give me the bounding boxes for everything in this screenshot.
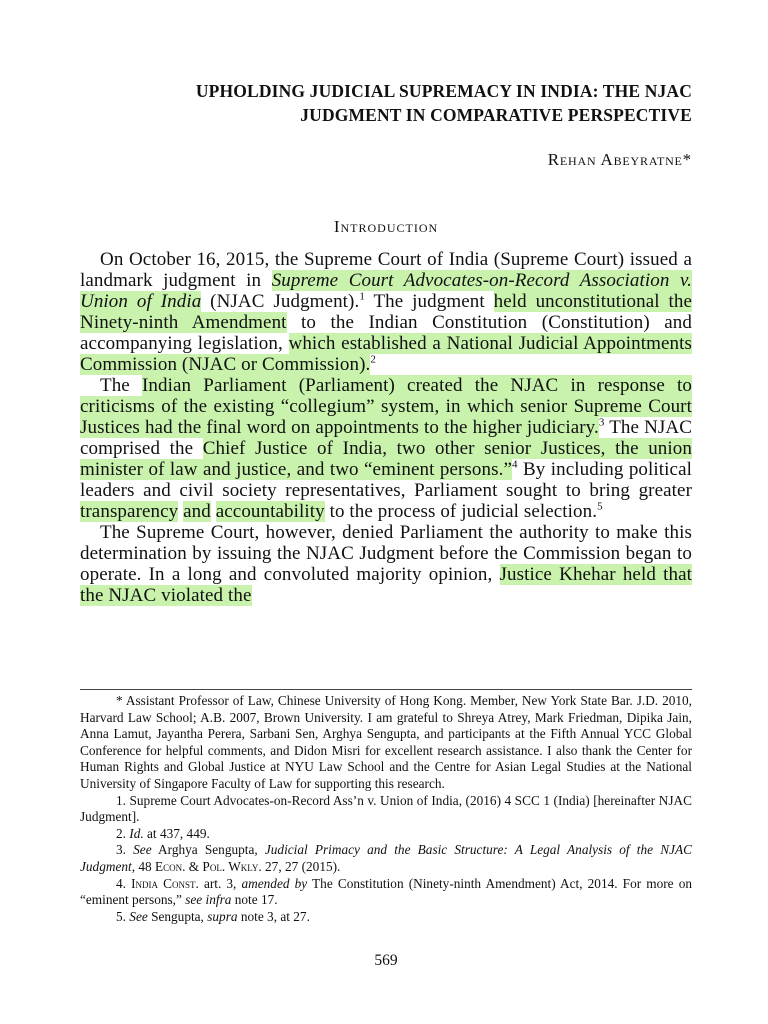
text-run: The Supreme Court, however, denied Parliament the authority to make this determination by issuing the NJAC Judgment before the Commission began to operate. In a long and convoluted majority opinion, <box>80 522 692 585</box>
text-run: at 437, 449. <box>143 825 210 841</box>
text-run: The Constitution (Ninety-ninth Amendment) Act, 2014. For more on “eminent persons,” <box>80 875 692 908</box>
text-run: The judgment <box>364 291 494 312</box>
text-run: On October 16, 2015, the Supreme Court of India (Supreme Court) issued a landmark judgment in <box>80 249 692 291</box>
body-text <box>80 249 692 606</box>
text-run: art. 3, <box>198 875 242 891</box>
text-run: to the process of judicial selection. <box>324 501 598 522</box>
text-run: (NJAC Judgment). <box>201 291 360 312</box>
text-run: , 48 <box>131 858 155 874</box>
footnote-number: 4. <box>116 875 132 891</box>
page-number: 569 <box>374 952 398 969</box>
footnote-4 <box>80 876 692 909</box>
highlight: held unconstitutional the Ninety-ninth Amendment <box>80 291 692 333</box>
citation-signal: See <box>129 908 148 924</box>
footnote-3 <box>80 842 692 875</box>
paragraph-1 <box>80 249 692 375</box>
footnote-1: 1. Supreme Court Advocates-on-Record Ass’n v. Union of India, (2016) 4 SCC 1 (India) [hereinafter NJAC Judgment]. <box>80 792 692 825</box>
footnote-2 <box>80 826 692 843</box>
text-run: The NJAC comprised the <box>80 417 692 459</box>
text-run: Arghya Sengupta, <box>151 842 265 858</box>
footnote-star: * Assistant Professor of Law, Chinese University of Hong Kong. Member, New York State Bar. J.D. 2010, Harvard Law School; A.B. 2007, Brown University. I am grateful to Shreya Atrey, Mark Friedman, Dipika Jain, Anna Lamut, Jayantha Perera, Sarbani Sen, Arghya Sengupta, and participants at the Fifth Annual YCC Global Conference for helpful comments, and Didon Misri for excellent research assistance. I also thank the Center for Human Rights and Global Justice at NYU Law School and the Centre for Asian Legal Studies at the National University of Singapore Faculty of Law for supporting this research. <box>80 693 692 791</box>
journal-name: Econ. & Pol. Wkly. <box>154 858 262 874</box>
footnote-5 <box>80 909 692 926</box>
footnote-ref[interactable]: 1 <box>359 290 365 303</box>
author-name: Rehan Abeyratne* <box>547 150 692 169</box>
text-run: note 3, at 27. <box>237 908 310 924</box>
text-run: note 17. <box>231 892 278 908</box>
footnotes <box>80 693 692 925</box>
citation-signal: supra <box>207 908 238 924</box>
footnote-ref[interactable]: 3 <box>598 416 605 429</box>
footnote-ref[interactable]: 2 <box>370 353 376 366</box>
text-run <box>211 501 216 522</box>
article-title-cite: Judicial Primacy and the Basic Structure: A Legal Analysis of the NJAC Judgment <box>80 842 692 874</box>
text-run: By including political leaders and civil society representatives, Parliament sought to bring greater <box>80 459 692 501</box>
footnote-number: 2. <box>116 825 130 841</box>
paragraph-2 <box>80 375 692 522</box>
text-run: Sengupta, <box>147 908 208 924</box>
citation-signal: See <box>133 842 152 858</box>
highlight: Indian Parliament (Parliament) created the NJAC in response to criticisms of the existing “collegium” system, in which senior Supreme Court Justices had the final word on appointments to the higher judiciary. <box>80 375 692 438</box>
highlight: Chief Justice of India, two other senior Justices, the union minister of law and justice, and two “eminent persons.” <box>80 438 692 480</box>
section-heading: Introduction <box>333 217 439 236</box>
footnote-divider <box>80 689 692 690</box>
paragraph-3 <box>80 522 692 606</box>
highlight: which established a National Judicial Appointments Commission (NJAC or Commission). <box>80 333 692 375</box>
text-run: to the Indian Constitution (Constitution) and accompanying legislation, <box>80 312 692 354</box>
footnote-number: 3. <box>116 842 134 858</box>
citation-signal: infra <box>205 892 232 908</box>
highlight: transparency <box>80 501 179 522</box>
highlight: Justice Khehar held that the NJAC violated the <box>80 564 693 606</box>
constitution-cite: India Const. <box>131 875 199 891</box>
title-line-2: JUDGMENT IN COMPARATIVE PERSPECTIVE <box>300 105 692 125</box>
footnote-number: 5. <box>116 908 130 924</box>
text-run: 27, 27 (2015). <box>261 858 341 874</box>
case-name: Supreme Court Advocates-on-Record Association v. Union of India <box>80 270 692 312</box>
highlight: and <box>183 501 211 522</box>
title-line-1: UPHOLDING JUDICIAL SUPREMACY IN INDIA: THE NJAC <box>195 81 692 101</box>
citation-signal: amended by <box>241 875 308 891</box>
citation-signal: Id. <box>129 825 144 841</box>
article-title <box>80 79 692 127</box>
highlight: accountability <box>215 501 325 522</box>
text-run: The <box>100 375 142 396</box>
citation-signal: see <box>185 892 203 908</box>
footnote-ref[interactable]: 4 <box>511 458 518 471</box>
footnote-ref[interactable]: 5 <box>597 500 603 513</box>
